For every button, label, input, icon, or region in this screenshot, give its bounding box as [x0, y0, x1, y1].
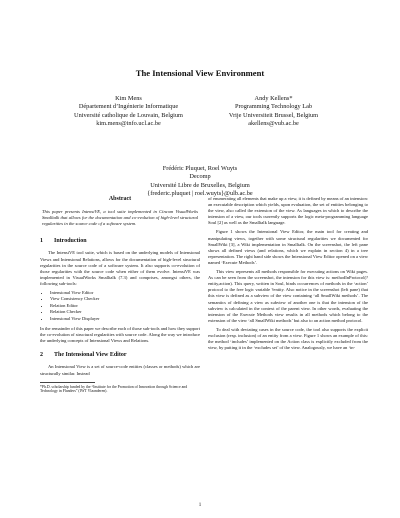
author-3-institution: Université Libre de Bruxelles, Belgium — [150, 181, 250, 189]
author-3-name: Frédéric Pluquet, Roel Wuyts — [162, 165, 238, 172]
author-3-dept: Decomp — [189, 173, 211, 181]
abstract-text: This paper presents IntensiVE, a tool suite implemented in Cincom VisualWorks Smalltalk that allows for the documentation and co-evolution of high-level structural regularities in the source code of a software system. — [42, 209, 198, 227]
author-3 — [0, 165, 400, 198]
list-item: • Intensional View Displayer — [50, 316, 200, 322]
list-item: • Relation Editor — [50, 303, 200, 309]
subtool-list — [40, 290, 200, 322]
right-paragraph-2: Figure 1 shows the Intensional View Editor, the main tool for creating and manipulating views, together with some structural regularities we documented for SmallWiki [3], a Wiki implementation in Smalltalk. On the screenshot, the left pane shows all defined views (and relations, which we explain in section 4) in a tree representation. The right hand side shows the Intensional View Editor opened on a view named ‘Execute Methods’. — [208, 229, 368, 265]
section-1-number: 1 — [40, 238, 43, 245]
author-2-institution: Vrije Universiteit Brussel, Belgium — [228, 111, 319, 119]
list-item: • Intensional View Editor — [50, 290, 200, 296]
section-2-paragraph-1: An Intensional View is a set of source-code entities (classes or methods) which are structurally similar. Instead — [40, 364, 200, 376]
author-2 — [201, 95, 346, 128]
right-column — [208, 196, 368, 354]
page-number: 1 — [198, 503, 202, 508]
right-paragraph-1: of enumerating all elements that make up a view, it is defined by means of an intension: an executable description which yields, upon evaluation, the set of entities belonging to the view, also called the extension of the view. As languages in which to describe the intension of a view, our tools currently supports the logic meta-programming language Soul [2] as well as the Smalltalk language. — [208, 196, 368, 226]
author-1-institution: Université catholique de Louvain, Belgium — [74, 111, 183, 119]
section-1-paragraph-2: In the remainder of this paper we describe each of those sub-tools and how they support the co-evolution of structural regularities with source code. Along the way we introduce the underlying concepts of Intensional Views and Relations. — [40, 326, 200, 344]
abstract-heading: Abstract — [108, 196, 132, 202]
footnote: *Ph.D. scholarship funded by the “Institute for the Promotion of Innovation through Science and Technology in Flanders” (IWT Vlaanderen). — [40, 384, 188, 394]
author-1 — [56, 95, 201, 128]
section-2-heading — [40, 352, 200, 358]
author-2-dept: Programming Technology Lab — [234, 103, 313, 111]
right-paragraph-3: This view represents all methods responsible for executing actions on Wiki pages. As can be seen from the screenshot, the intension for this view is: methodInProtocol(?entity,action). This query, written in Soul, binds occurrences of methods in the ‘action’ protocol to the free logic variable ?entity. Also notice in the screenshot (left pane) that this view is defined as a subview of the view containing ‘all SmallWiki methods’. The semantics of defining a view as subview of another one is that the intension of the subview is calculated in the context of the parent view. In other words, evaluating the intension of the Execute Methods view results in all methods which belong to the extension of the view ‘all SmallWiki methods’ but also to an action method protocol. — [208, 269, 368, 323]
author-2-email: akellens@vub.ac.be — [248, 119, 299, 127]
section-1-title: Introduction — [54, 238, 87, 245]
footnote-rule — [40, 382, 95, 383]
author-2-name: Andy Kellens* — [254, 95, 293, 102]
section-2-number: 2 — [40, 352, 43, 359]
section-1-paragraph-1: The IntensiVE tool suite, which is based on the underlying models of Intensional Views and Intensional Relations, allows for the documentation of high-level structural regularities in the source code of a software system. It also supports co-evolution of those regularities with the source code when either of them evolve. IntensiVE was implemented in VisualWorks Smalltalk (7.3) and comprises, amongst others, the following sub-tools: — [40, 250, 200, 286]
section-2-title: The Intensional View Editor — [54, 352, 127, 359]
left-column — [40, 196, 200, 394]
author-1-name: Kim Mens — [115, 95, 142, 102]
author-1-dept: Département d’Ingénierie Informatique — [78, 103, 179, 111]
author-1-email: kim.mens@info.ucl.ac.be — [96, 119, 161, 127]
list-item: • Relation Checker — [50, 309, 200, 315]
list-item: • View Consistency Checker — [50, 296, 200, 302]
paper-title: The Intensional View Environment — [135, 68, 265, 78]
section-1-heading — [40, 238, 200, 244]
right-paragraph-4: To deal with deviating cases in the source code, the tool also supports the explicit exclusion (resp. inclusion) of an entity from a view. Figure 1 shows an example of this: the method ‘includes’ implemented on the Action class is explicitly excluded from the view, by putting it in the ‘excludes set’ of the view. Analogously, we have an ‘in- — [208, 326, 368, 351]
author-3-email: {frederic.pluquet | roel.wuyts}@ulb.ac.be — [147, 189, 253, 197]
